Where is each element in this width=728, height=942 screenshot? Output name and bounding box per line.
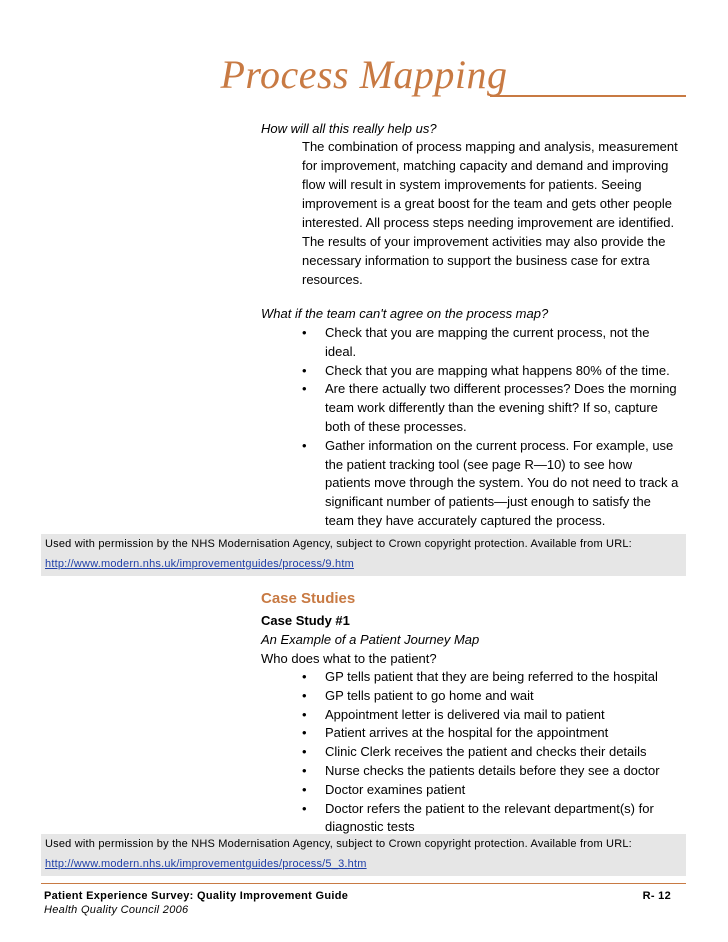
- paragraph-line: flow will result in system improvements for patients. Seeing: [302, 177, 642, 192]
- paragraph-line: necessary information to support the business case for extra: [302, 253, 650, 268]
- paragraph-line: The combination of process mapping and analysis, measurement: [302, 139, 678, 154]
- case-study-question: Who does what to the patient?: [261, 651, 437, 666]
- list-item: • Doctor examines patient: [302, 781, 692, 800]
- permission-notice: [41, 534, 686, 576]
- disagree-bullet-list: [302, 324, 692, 531]
- question-help: How will all this really help us?: [261, 121, 437, 136]
- list-item: • Nurse checks the patients details before they see a doctor: [302, 762, 692, 781]
- source-link[interactable]: http://www.modern.nhs.uk/improvementguides/process/5_3.htm: [45, 858, 367, 870]
- list-item: • Doctor refers the patient to the relevant department(s) for diagnostic tests: [302, 800, 692, 838]
- journey-bullet-list: [302, 668, 692, 837]
- footer-guide-title: Patient Experience Survey: Quality Improvement Guide: [44, 890, 349, 902]
- list-item: • Appointment letter is delivered via mail to patient: [302, 706, 692, 725]
- list-item: • GP tells patient to go home and wait: [302, 687, 692, 706]
- paragraph-line: for improvement, matching capacity and demand and improving: [302, 158, 669, 173]
- paragraph-line: resources.: [302, 272, 363, 287]
- paragraph-line: The results of your improvement activities may also provide the: [302, 234, 666, 249]
- case-studies-heading: Case Studies: [261, 590, 356, 607]
- footer-line: [44, 890, 684, 902]
- source-link[interactable]: http://www.modern.nhs.uk/improvementguides/process/9.htm: [45, 558, 354, 570]
- list-item: • Patient arrives at the hospital for the appointment: [302, 724, 692, 743]
- case-study-title: Case Study #1: [261, 613, 350, 628]
- page-title: Process Mapping: [220, 52, 508, 97]
- footer-divider: [41, 883, 686, 884]
- question-disagree: What if the team can't agree on the process map?: [261, 306, 549, 321]
- answer-help-paragraph: [302, 137, 692, 289]
- list-item: • Gather information on the current process. For example, use the patient tracking tool (see page R—10) to see how patients move through the system. You do not need to track a significant number of patients—just enough to satisfy the team they have accurately captured the process.: [302, 437, 692, 531]
- list-item: • Are there actually two different processes? Does the morning team work differently than the evening shift? If so, capture both of these processes.: [302, 380, 692, 436]
- list-item: • GP tells patient that they are being referred to the hospital: [302, 668, 692, 687]
- case-study-subtitle: An Example of a Patient Journey Map: [261, 632, 480, 647]
- permission-notice: [41, 834, 686, 876]
- list-item: • Check that you are mapping the current process, not the ideal.: [302, 324, 692, 362]
- list-item: • Clinic Clerk receives the patient and checks their details: [302, 743, 692, 762]
- title-underline: [490, 95, 686, 97]
- permission-text: Used with permission by the NHS Modernisation Agency, subject to Crown copyright protection. Available from URL:: [45, 838, 632, 850]
- page-number: R- 12: [642, 890, 671, 902]
- footer-organization: Health Quality Council 2006: [44, 904, 189, 916]
- paragraph-line: interested. All process steps needing improvement are identified.: [302, 215, 675, 230]
- permission-text: Used with permission by the NHS Modernisation Agency, subject to Crown copyright protection. Available from URL:: [45, 538, 632, 550]
- paragraph-line: improvement is a great boost for the team and gets other people: [302, 196, 672, 211]
- list-item: • Check that you are mapping what happens 80% of the time.: [302, 362, 692, 381]
